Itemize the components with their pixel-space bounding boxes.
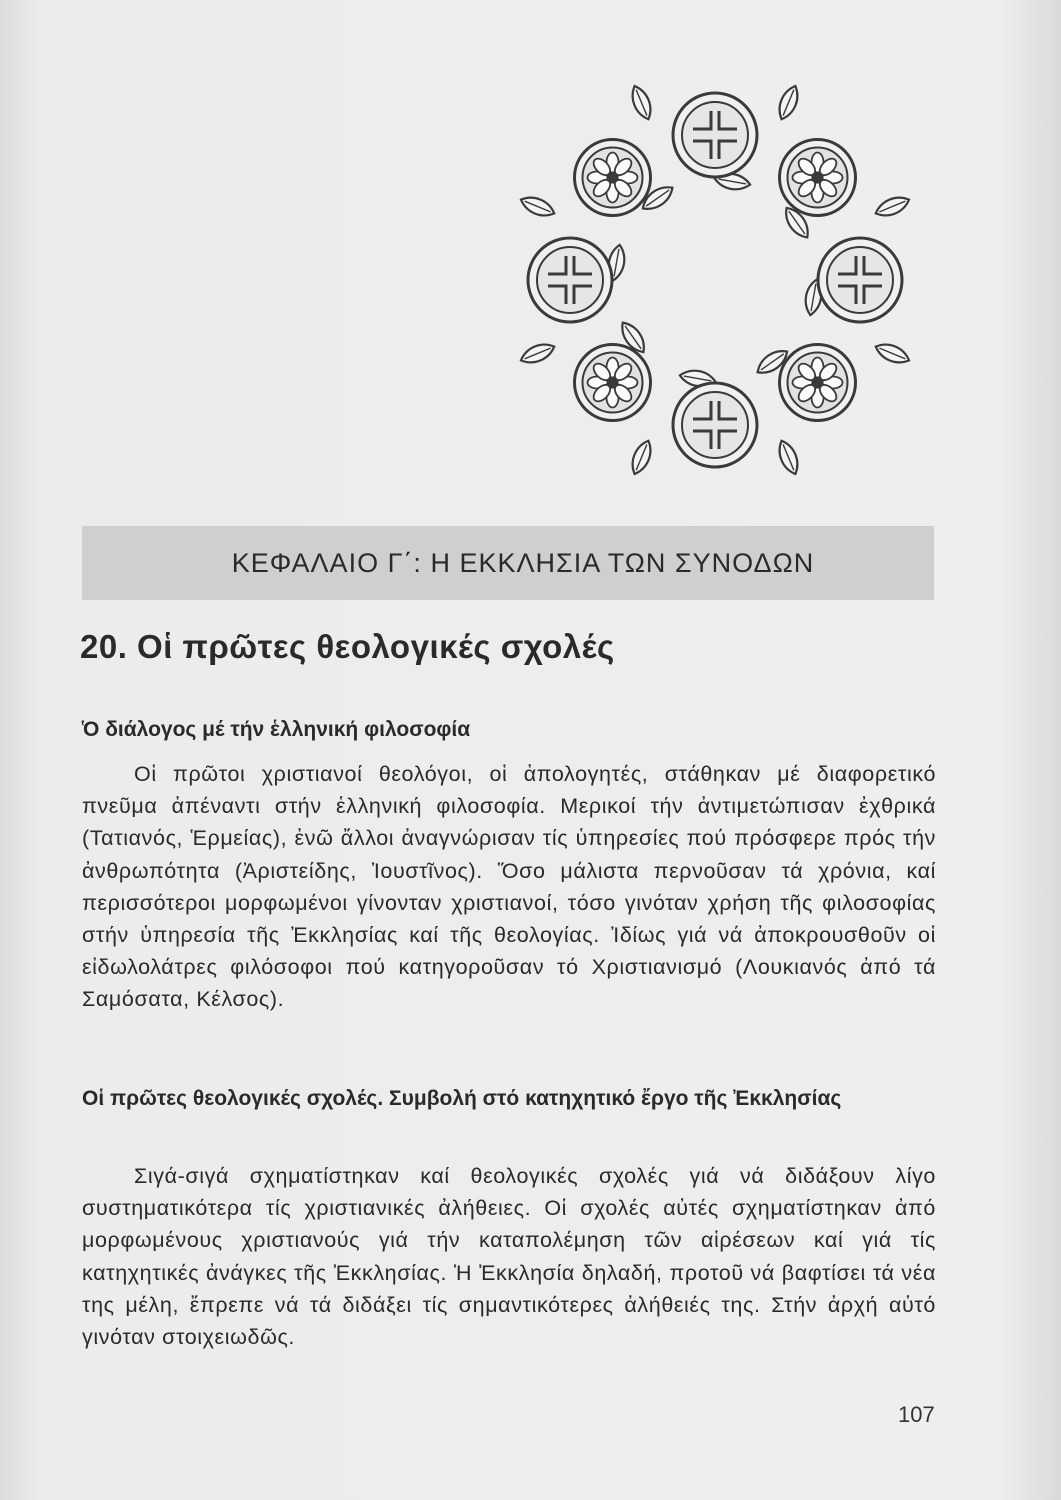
section-title: 20. Οἱ πρῶτες θεολογικές σχολές — [80, 628, 615, 665]
subheading-dialogue: Ὁ διάλογος μέ τήν ἑλληνική φιλοσοφία — [82, 718, 471, 741]
subheading-schools: Οἱ πρῶτες θεολογικές σχολές. Συμβολή στό κατηχητικό ἔργο τῆς Ἐκκλησίας — [82, 1087, 842, 1110]
paragraph-dialogue: Οἱ πρῶτοι χριστιανοί θεολόγοι, οἱ ἀπολογητές, στάθηκαν μέ διαφορετικό πνεῦμα ἀπέναντι στήν ἑλληνική φιλοσοφία. Μερικοί τήν ἀντιμετώπισαν ἐχθρικά (Τατιανός, Ἑρμείας), ἐνῶ ἄλλοι ἀναγνώρισαν τίς ὑπηρεσίες πού πρόσφερε πρός τήν ἀνθρωπότητα (Ἀριστείδης, Ἰουστῖνος). Ὅσο μάλιστα περνοῦσαν τά χρόνια, καί περισσότεροι μορφωμένοι γίνονταν χριστιανοί, τόσο γινόταν χρήση τῆς φιλοσοφίας στήν ὑπηρεσία τῆς Ἐκκλησίας καί τῆς θεολογίας. Ἰδίως γιά νά ἀποκρουσθοῦν οἱ εἰδωλολάτρες φιλόσοφοι πού κατηγοροῦσαν τό Χριστιανισμό (Λουκιανός ἀπό τά Σαμόσατα, Κέλσος). — [82, 762, 936, 1012]
paragraph-schools: Σιγά-σιγά σχηματίστηκαν καί θεολογικές σχολές γιά νά διδάξουν λίγο συστηματικότερα τίς χριστιανικές ἀλήθειες. Οἱ σχολές αὐτές σχηματίστηκαν ἀπό μορφωμένους χριστιανούς γιά τήν καταπολέμηση τῶν αἱρέσεων καί γιά τίς κατηχητικές ἀνάγκες τῆς Ἐκκλησίας. Ἡ Ἐκκλησία δηλαδή, προτοῦ νά βαφτίσει τά νέα της μέλη, ἔπρεπε νά τά διδάξει τίς σημαντικότερες ἀλήθειές της. Στήν ἀρχή αὐτό γινόταν στοιχειωδῶς. — [82, 1164, 936, 1350]
chapter-band — [82, 526, 934, 600]
page-number: 107 — [898, 1402, 935, 1427]
chapter-title: ΚΕΦΑΛΑΙΟ Γ΄: Η ΕΚΚΛΗΣΙΑ ΤΩΝ ΣΥΝΟΔΩΝ — [231, 547, 815, 578]
byzantine-wreath-icon — [495, 60, 935, 500]
